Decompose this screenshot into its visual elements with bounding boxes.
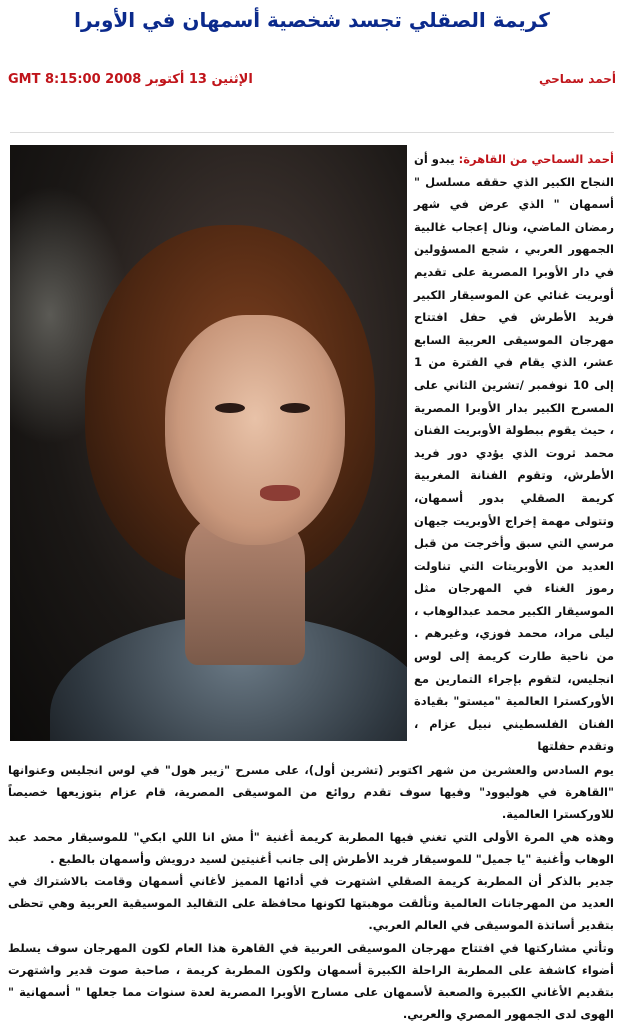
article-paragraph: وهذه هي المرة الأولى التي تغني فيها المطربة كريمة أغنية "أ مش انا اللي ابكي" للموسيقار محمد عبد الوهاب وأغنية "يا جميل" للموسيقار فريد الأطرش إلى جانب أغنيتين لسيد درويش وأسمهان بالطبع . <box>8 829 614 866</box>
article-paragraph: وتأتي مشاركتها في افتتاح مهرجان الموسيقى العربية في القاهرة هذا العام لكون المهرجان سوف يسلط أضواء كاشفة على المطربة الراحلة الكبيرة أسمهان ولكون المطربة كريمة ، صاحبة صوت قدير واشتهرت بتقديم الأغاني الكبيرة والصعبة لأسمهان على مسارح الأوبرا المصرية لعدة سنوات مما جعلها " أسمهانية " الهوى لدى الجمهور المصري والعربي. <box>8 940 614 1022</box>
article-photo <box>10 145 407 741</box>
photo-face <box>165 315 345 545</box>
article-paragraph: يوم السادس والعشرين من شهر اكتوبر (تشرين أول)، على مسرح "زيبر هول" في لوس انجليس وعنوانها "القاهرة في هوليوود" وفيها سوف تقدم روائع من الموسيقى المصرية، قام عزام بتوزيعها خصيصاً للاوركسترا العالمية. <box>8 763 614 822</box>
article-column <box>414 148 614 758</box>
article-title: كريمة الصقلي تجسد شخصية أسمهان في الأوبرا <box>74 8 550 32</box>
article-lead: أحمد السماحي من القاهرة: <box>458 152 614 166</box>
photo-eye <box>215 403 245 413</box>
author-name: أحمد سماحي <box>538 72 616 86</box>
article-body <box>8 759 614 1025</box>
article-meta <box>8 72 616 92</box>
photo-eye <box>280 403 310 413</box>
photo-mouth <box>260 485 300 501</box>
article-column-text: يبدو أن النجاح الكبير الذي حققه مسلسل " أسمهان " الذي عرض في شهر رمضان الماضي، ونال إعجاب غالبية الجمهور العربي ، شجع المسؤولين في دار الأوبرا المصرية على تقديم أوبريت غنائي عن الموسيقار الكبير فريد الأطرش في حفل افتتاح مهرجان الموسيقى العربية السابع عشر، الذي يقام في الفترة من 1 إلى 10 نوفمبر /تشرين الثاني على المسرح الكبير بدار الأوبرا المصرية ، حيث يقوم ببطولة الأوبريت الفنان محمد ثروت الذي يؤدي دور فريد الأطرش، وتقوم الفنانة المغربية كريمة الصقلي بدور أسمهان، وتتولى مهمة إخراج الأوبريت جيهان مرسي التي سبق وأخرجت من قبل العديد من الأوبريتات التي تناولت رموز الغناء في المهرجان مثل الموسيقار الكبير محمد عبدالوهاب ، ليلى مراد، محمد فوزي، وغيرهم . من ناحية طارت كريمة إلى لوس انجليس، لتقوم بإجراء التمارين مع الأوركسترا العالمية "ميستو" بقيادة الفنان الفلسطيني نبيل عزام ، وتقدم حفلتها <box>414 152 614 754</box>
publish-date: الإثنين 13 أكتوبر 2008 GMT 8:15:00 <box>8 72 253 87</box>
divider <box>10 132 614 133</box>
article-paragraph: جدير بالذكر أن المطربة كريمة الصقلي اشتهرت في أدائها المميز لأغاني أسمهان وقامت بالاشتراك في العديد من المهرجانات العالمية وتألقت موهبتها لكونها محافظة على التقاليد الموسيقية العربية وهي تحظى بتقدير أساتذة الموسيقى في العالم العربي. <box>8 874 614 933</box>
